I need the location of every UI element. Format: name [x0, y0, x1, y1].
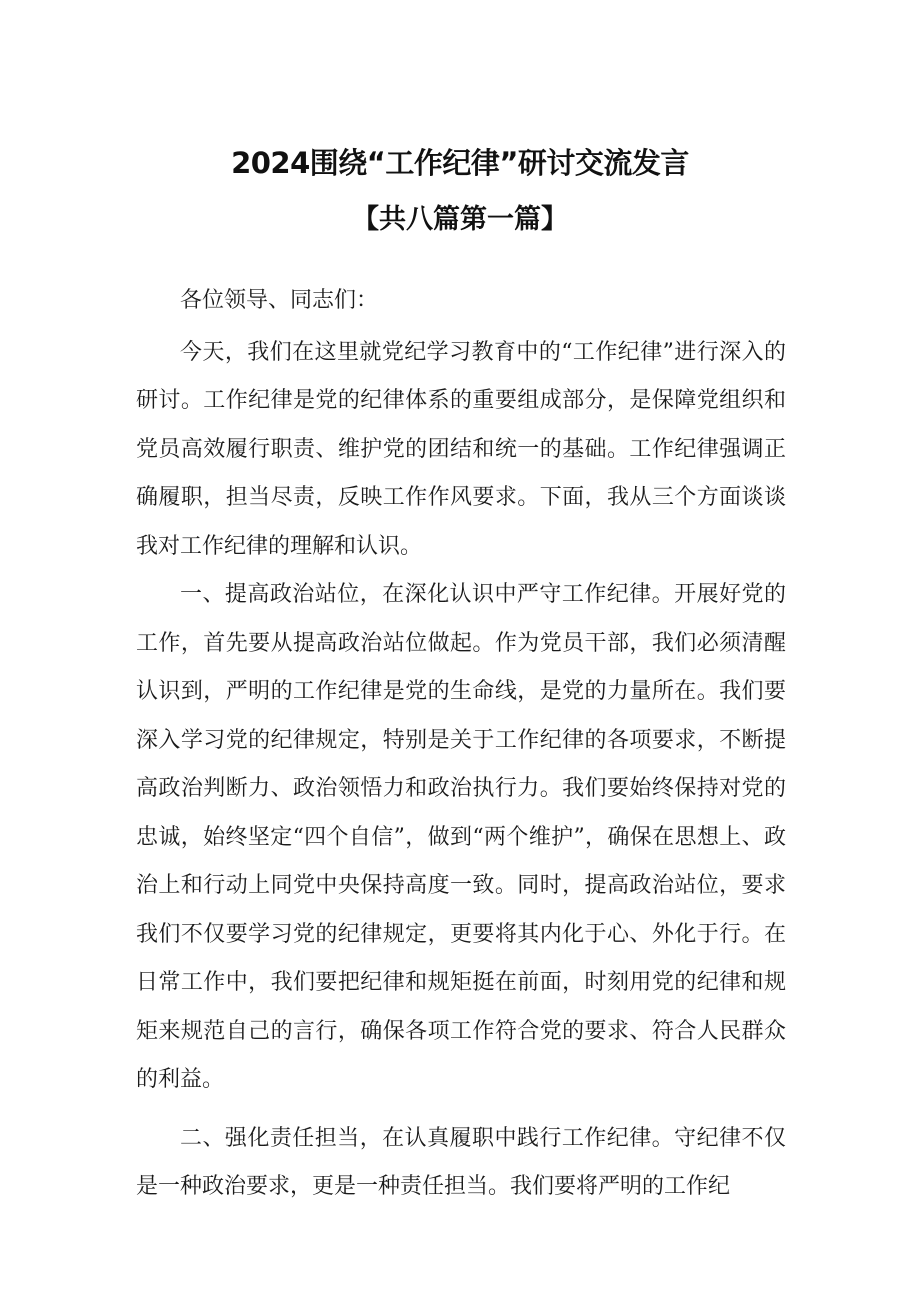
section-one-paragraph: 一、提高政治站位，在深化认识中严守工作纪律。开展好党的工作，首先要从提高政治站位做起。作为党员干部，我们必须清醒认识到，严明的工作纪律是党的生命线，是党的力量所在。我们要深入学习党的纪律规定，特别是关于工作纪律的各项要求，不断提高政治判断力、政治领悟力和政治执行力。我们要始终保持对党的忠诚，始终坚定“四个自信”，做到“两个维护”，确保在思想上、政治上和行动上同党中央保持高度一致。同时，提高政治站位，要求我们不仅要学习党的纪律规定，更要将其内化于心、外化于行。在日常工作中，我们要把纪律和规矩挺在前面，时刻用党的纪律和规矩来规范自己的言行，确保各项工作符合党的要求、符合人民群众的利益。 [136, 582, 786, 1092]
greeting-paragraph: 各位领导、同志们： [180, 288, 379, 313]
document-title: 2024围绕“工作纪律”研讨交流发言 [231, 146, 689, 180]
intro-paragraph: 今天，我们在这里就党纪学习教育中的“工作纪律”进行深入的研讨。工作纪律是党的纪律体系的重要组成部分，是保障党组织和党员高效履行职责、维护党的团结和统一的基础。工作纪律强调正确履职，担当尽责，反映工作作风要求。下面，我从三个方面谈谈我对工作纪律的理解和认识。 [136, 339, 786, 559]
document-subtitle: 【共八篇第一篇】 [352, 204, 568, 235]
section-two-paragraph: 二、强化责任担当，在认真履职中践行工作纪律。守纪律不仅是一种政治要求，更是一种责任担当。我们要将严明的工作纪 [136, 1125, 786, 1199]
document-body [136, 277, 786, 1212]
